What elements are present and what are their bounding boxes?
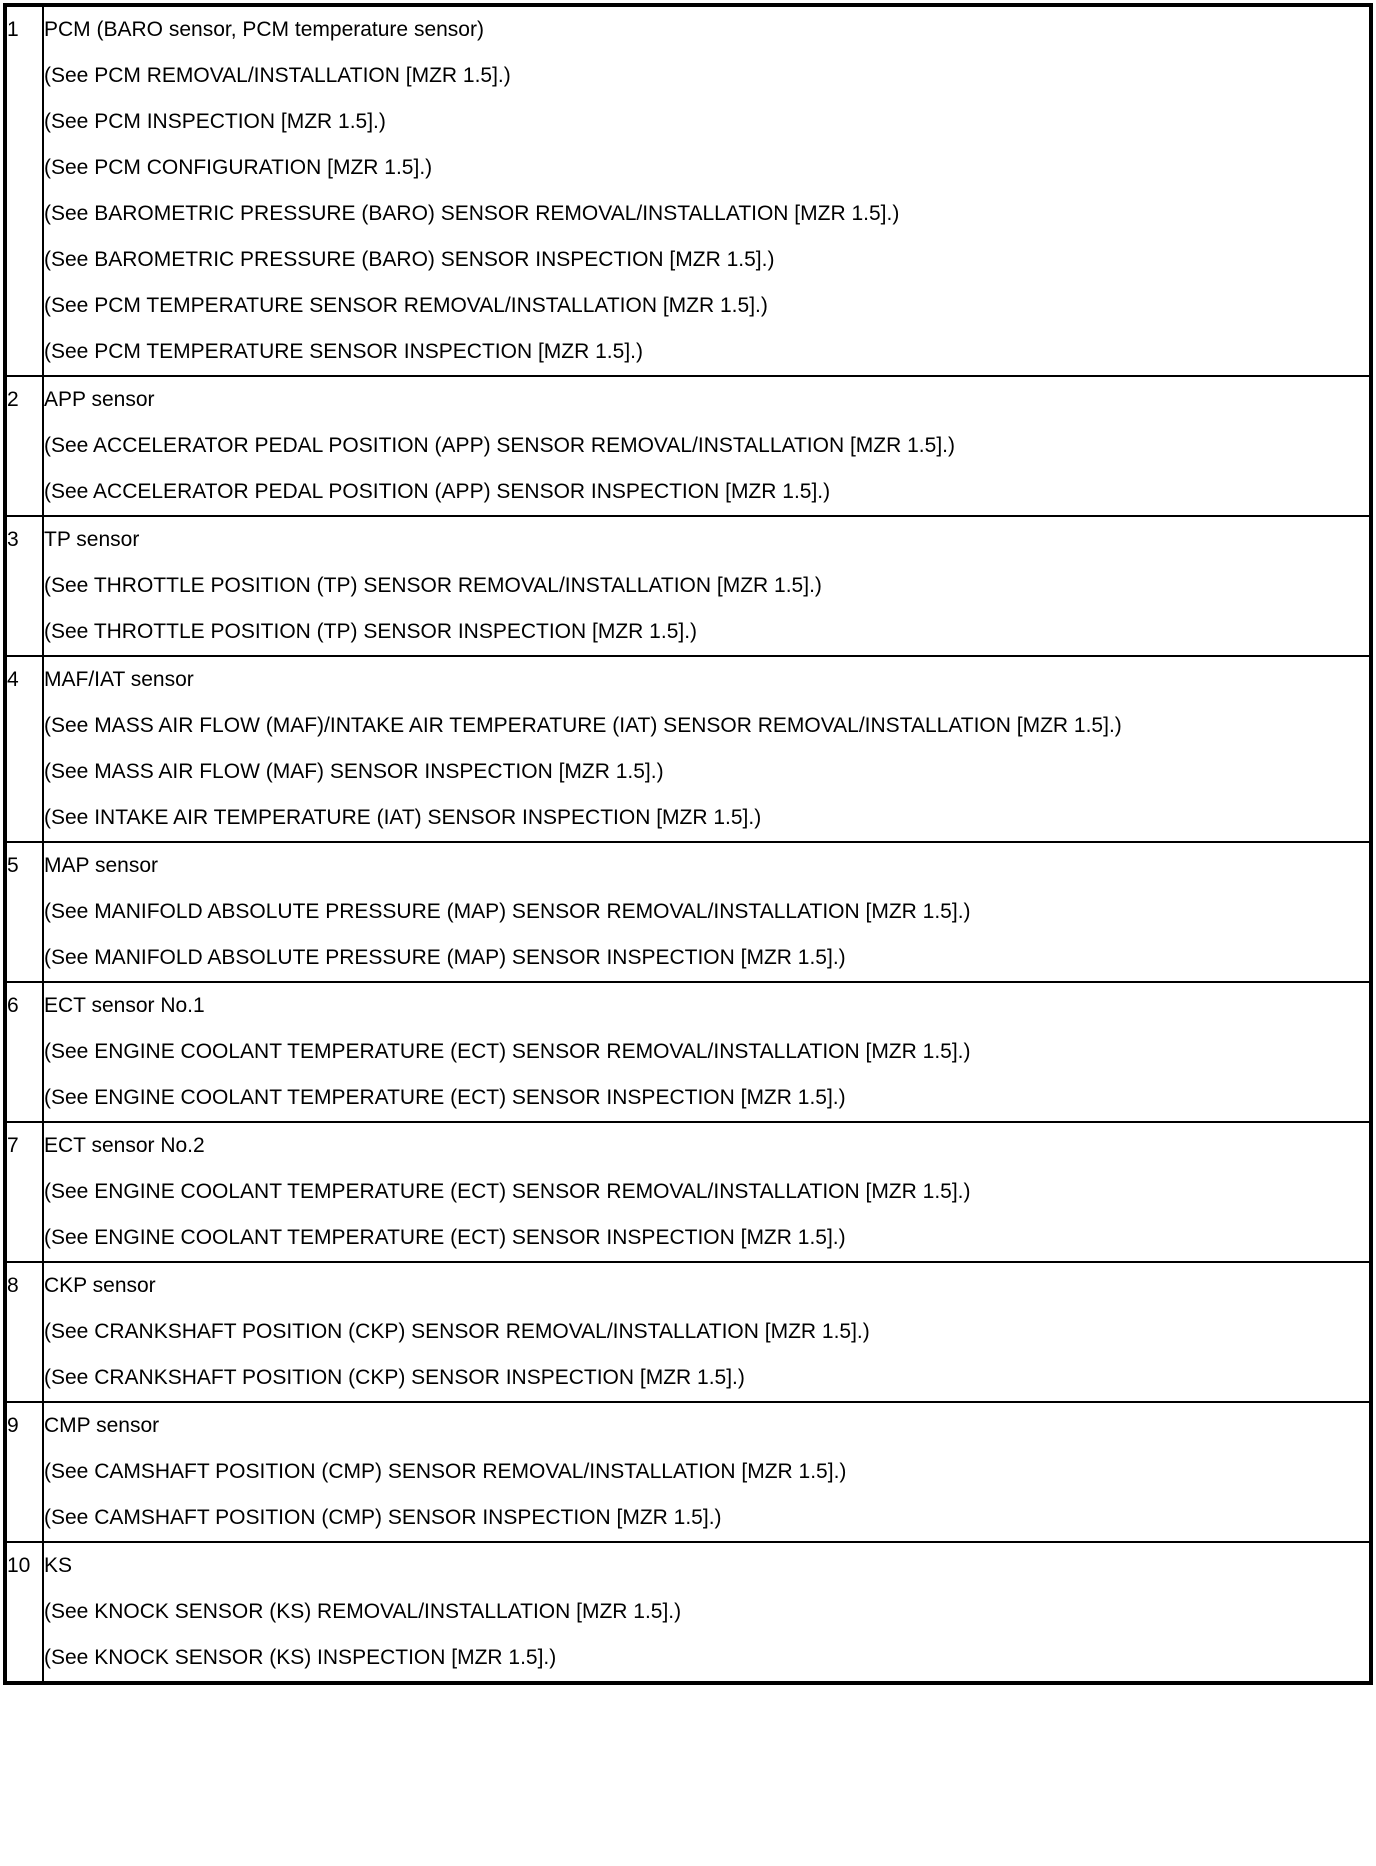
see-reference-line: (See CAMSHAFT POSITION (CMP) SENSOR INSPECTION [MZR 1.5].) [44,1506,722,1529]
see-reference-line: (See PCM REMOVAL/INSTALLATION [MZR 1.5].) [44,64,511,87]
row-content [43,656,1371,842]
component-title: ECT sensor No.1 [44,994,205,1017]
see-reference-line: (See ENGINE COOLANT TEMPERATURE (ECT) SENSOR INSPECTION [MZR 1.5].) [44,1226,846,1249]
row-content [43,5,1371,376]
see-reference-line: (See BAROMETRIC PRESSURE (BARO) SENSOR INSPECTION [MZR 1.5].) [44,248,775,271]
see-reference-line: (See CRANKSHAFT POSITION (CKP) SENSOR INSPECTION [MZR 1.5].) [44,1366,745,1389]
row-number: 2 [5,376,43,516]
table-row [5,842,1371,982]
see-reference-line: (See MASS AIR FLOW (MAF)/INTAKE AIR TEMPERATURE (IAT) SENSOR REMOVAL/INSTALLATION [MZR 1.5].) [44,714,1122,737]
table-row [5,516,1371,656]
table-row [5,1542,1371,1683]
row-number: 8 [5,1262,43,1402]
see-reference-line: (See PCM INSPECTION [MZR 1.5].) [44,110,386,133]
row-content [43,376,1371,516]
table-row [5,656,1371,842]
component-title: CKP sensor [44,1274,156,1297]
see-reference-line: (See ACCELERATOR PEDAL POSITION (APP) SENSOR REMOVAL/INSTALLATION [MZR 1.5].) [44,434,955,457]
row-number: 3 [5,516,43,656]
see-reference-line: (See ENGINE COOLANT TEMPERATURE (ECT) SENSOR INSPECTION [MZR 1.5].) [44,1086,846,1109]
row-content [43,982,1371,1122]
row-content [43,1402,1371,1542]
row-number: 10 [5,1542,43,1683]
component-title: ECT sensor No.2 [44,1134,205,1157]
row-content [43,516,1371,656]
component-title: KS [44,1554,73,1577]
component-title: PCM (BARO sensor, PCM temperature sensor) [44,18,484,41]
component-title: MAF/IAT sensor [44,668,194,691]
row-number: 4 [5,656,43,842]
see-reference-line: (See CRANKSHAFT POSITION (CKP) SENSOR REMOVAL/INSTALLATION [MZR 1.5].) [44,1320,870,1343]
component-title: MAP sensor [44,854,158,877]
see-reference-line: (See PCM CONFIGURATION [MZR 1.5].) [44,156,433,179]
row-content [43,1262,1371,1402]
see-reference-line: (See KNOCK SENSOR (KS) REMOVAL/INSTALLATION [MZR 1.5].) [44,1600,682,1623]
table-row [5,376,1371,516]
sensor-reference-table-body [5,5,1371,1683]
component-title: CMP sensor [44,1414,160,1437]
see-reference-line: (See BAROMETRIC PRESSURE (BARO) SENSOR REMOVAL/INSTALLATION [MZR 1.5].) [44,202,900,225]
row-content [43,1542,1371,1683]
see-reference-line: (See PCM TEMPERATURE SENSOR INSPECTION [MZR 1.5].) [44,340,643,363]
row-number: 1 [5,5,43,376]
sensor-reference-table [3,3,1373,1685]
see-reference-line: (See CAMSHAFT POSITION (CMP) SENSOR REMOVAL/INSTALLATION [MZR 1.5].) [44,1460,847,1483]
table-row [5,1262,1371,1402]
row-number: 9 [5,1402,43,1542]
see-reference-line: (See INTAKE AIR TEMPERATURE (IAT) SENSOR INSPECTION [MZR 1.5].) [44,806,762,829]
see-reference-line: (See PCM TEMPERATURE SENSOR REMOVAL/INSTALLATION [MZR 1.5].) [44,294,768,317]
see-reference-line: (See ACCELERATOR PEDAL POSITION (APP) SENSOR INSPECTION [MZR 1.5].) [44,480,831,503]
see-reference-line: (See THROTTLE POSITION (TP) SENSOR INSPECTION [MZR 1.5].) [44,620,698,643]
see-reference-line: (See KNOCK SENSOR (KS) INSPECTION [MZR 1.5].) [44,1646,557,1669]
row-content [43,842,1371,982]
see-reference-line: (See THROTTLE POSITION (TP) SENSOR REMOVAL/INSTALLATION [MZR 1.5].) [44,574,822,597]
table-row [5,1402,1371,1542]
component-title: TP sensor [44,528,140,551]
table-row [5,1122,1371,1262]
row-content [43,1122,1371,1262]
see-reference-line: (See ENGINE COOLANT TEMPERATURE (ECT) SENSOR REMOVAL/INSTALLATION [MZR 1.5].) [44,1180,971,1203]
see-reference-line: (See MANIFOLD ABSOLUTE PRESSURE (MAP) SENSOR INSPECTION [MZR 1.5].) [44,946,846,969]
row-number: 5 [5,842,43,982]
see-reference-line: (See ENGINE COOLANT TEMPERATURE (ECT) SENSOR REMOVAL/INSTALLATION [MZR 1.5].) [44,1040,971,1063]
table-row [5,982,1371,1122]
component-title: APP sensor [44,388,155,411]
row-number: 7 [5,1122,43,1262]
row-number: 6 [5,982,43,1122]
see-reference-line: (See MANIFOLD ABSOLUTE PRESSURE (MAP) SENSOR REMOVAL/INSTALLATION [MZR 1.5].) [44,900,971,923]
table-row [5,5,1371,376]
see-reference-line: (See MASS AIR FLOW (MAF) SENSOR INSPECTION [MZR 1.5].) [44,760,664,783]
